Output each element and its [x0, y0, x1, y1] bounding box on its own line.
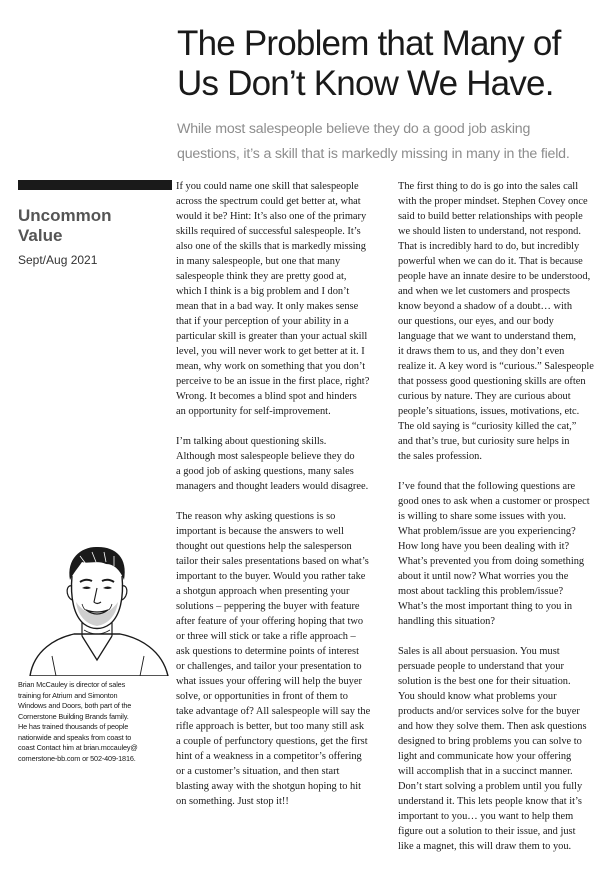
body-line: figure out a solution to their issue, and just	[398, 826, 576, 837]
body-line: or three will stick or take a rifle approach –	[176, 631, 356, 642]
body-line: solution is the best one for their situation.	[398, 676, 571, 687]
body-line: Although most salespeople believe they do	[176, 451, 355, 462]
bio-line: cornerstone-bb.com or 502-409-1816.	[18, 753, 136, 763]
body-line: and when we let customers and prospects	[398, 286, 570, 297]
bio-line: He has trained thousands of people	[18, 722, 129, 731]
body-line: would it be? Hint: It’s also one of the primary	[176, 211, 367, 222]
title-line: The Problem that Many of	[177, 24, 561, 63]
body-line: blasting away with the shotgun hoping to hit	[176, 781, 361, 792]
body-line: and how they solve them. Then ask questions	[398, 721, 587, 732]
body-line: rifle approach is better, but too many still ask	[176, 721, 365, 732]
bio-line: Windows and Doors, both part of the	[18, 701, 132, 710]
body-line: perceive to be an issue in the first place, right?	[176, 376, 370, 387]
body-line: solve, or opportunities in front of them to	[176, 691, 348, 702]
body-line: good ones to ask when a customer or prospect	[398, 496, 590, 507]
body-line: people’s situations, issues, motivations, etc.	[398, 406, 580, 417]
bio-line: training for Atrium and Simonton	[18, 690, 118, 700]
body-line: what issues your offering will help the buyer	[176, 676, 362, 687]
body-line: or challenges, and tailor your presentation to	[176, 661, 362, 672]
body-line: people have an innate desire to be understood,	[398, 271, 591, 282]
article-subtitle	[177, 117, 597, 167]
issue-date: Sept/Aug 2021	[18, 253, 98, 267]
column-name-line: Uncommon	[18, 206, 112, 225]
body-line: Wrong. It becomes a blind spot and hinders	[176, 391, 357, 402]
bio-line: Brian McCauley is director of sales	[18, 680, 126, 689]
author-bio	[18, 680, 168, 764]
body-line: important to the buyer. Would you rather take	[176, 571, 366, 582]
body-line: I’ve found that the following questions are	[398, 481, 576, 492]
body-line: skills required of successful salespeople. It’s	[176, 226, 361, 237]
column-name	[18, 206, 168, 246]
body-line: That is incredibly hard to do, but incredibly	[398, 241, 580, 252]
body-line: Sales is all about persuasion. You must	[398, 646, 560, 657]
body-line: know beyond a shadow of a doubt… with	[398, 301, 573, 312]
body-line: in many salespeople, but one that many	[176, 256, 341, 267]
body-line: on something. Just stop it!!	[176, 796, 289, 807]
bio-line: Cornerstone Building Brands family.	[18, 711, 129, 721]
subtitle-line: questions, it’s a skill that is markedly missing in many in the field.	[177, 146, 570, 162]
body-line: we should listen to understand, not respond.	[398, 226, 581, 237]
body-line: our questions, our eyes, and our body	[398, 316, 554, 327]
body-line: like a magnet, this will draw them to you.	[398, 841, 572, 852]
body-line: hint of a weakness in a competitor’s offering	[176, 751, 362, 762]
body-line: understand it. This lets people know that it’s	[398, 796, 582, 807]
paragraph	[398, 179, 598, 464]
body-line: If you could name one skill that salespeople	[176, 181, 359, 192]
body-line: about it until now? What worries you the	[398, 571, 569, 582]
body-line: said to build better relationships with people	[398, 211, 583, 222]
body-line: particular skill is greater than your actual skill	[176, 331, 368, 342]
body-line: will accomplish that in a succinct manner.	[398, 766, 573, 777]
body-line: What problem/issue are you experiencing?	[398, 526, 576, 537]
body-line: a good job of asking questions, many sales	[176, 466, 354, 477]
body-line: most about tackling this problem/issue?	[398, 586, 564, 597]
body-line: ask questions to determine points of interest	[176, 646, 359, 657]
author-portrait	[22, 538, 172, 676]
body-line: a shotgun approach when presenting your	[176, 586, 350, 597]
body-line: designed to bring problems you can solve to	[398, 736, 582, 747]
bio-line: nationwide and speaks from coast to	[18, 732, 132, 742]
body-line: What’s prevented you from doing something	[398, 556, 585, 567]
body-line: light and communicate how your offering	[398, 751, 572, 762]
paragraph	[398, 644, 598, 854]
body-line: handling this situation?	[398, 616, 495, 627]
body-line: that if your perception of your ability in a	[176, 316, 349, 327]
body-line: level, you will never work to get better at it. I	[176, 346, 365, 357]
body-column-right	[398, 179, 598, 869]
body-line: What’s the most important thing to you in	[398, 601, 573, 612]
body-line: managers and thought leaders would disagree.	[176, 481, 369, 492]
sidebar-rule-bar	[18, 180, 172, 190]
body-line: mean that in a bad way. It only makes sense	[176, 301, 359, 312]
body-line: across the spectrum could get better at, what	[176, 196, 361, 207]
column-name-line: Value	[18, 226, 63, 245]
title-line: Us Don’t Know We Have.	[177, 64, 554, 103]
body-line: an opportunity for self-improvement.	[176, 406, 331, 417]
body-line: How long have you been dealing with it?	[398, 541, 570, 552]
subtitle-line: While most salespeople believe they do a good job asking	[177, 121, 531, 137]
body-line: The reason why asking questions is so	[176, 511, 336, 522]
body-line: or a customer’s situation, and then start	[176, 766, 340, 777]
body-line: a couple of perfunctory questions, get the first	[176, 736, 368, 747]
body-line: language that we want to understand them,	[398, 331, 577, 342]
body-line: the sales profession.	[398, 451, 482, 462]
body-line: that possess good questioning skills are often	[398, 376, 586, 387]
paragraph	[398, 479, 598, 629]
body-line: I’m talking about questioning skills.	[176, 436, 327, 447]
body-line: it draws them to us, and they don’t even	[398, 346, 565, 357]
body-line: The first thing to do is go into the sales call	[398, 181, 579, 192]
body-line: Don’t start solving a problem until you fully	[398, 781, 583, 792]
body-line: which I think is a big problem and I don’t	[176, 286, 350, 297]
body-line: solutions – peppering the buyer with feature	[176, 601, 360, 612]
body-line: tailor their sales presentations based on what’s	[176, 556, 369, 567]
body-line: thought out questions help the salesperson	[176, 541, 352, 552]
body-line: mean, why work on something that you don’t	[176, 361, 366, 372]
body-line: realize it. A key word is “curious.” Salespeople	[398, 361, 594, 372]
body-line: products and/or services solve for the buyer	[398, 706, 580, 717]
body-line: powerful when we can do it. That is because	[398, 256, 583, 267]
body-line: You should know what problems your	[398, 691, 557, 702]
body-line: is willing to share some issues with you.	[398, 511, 566, 522]
body-line: with the proper mindset. Stephen Covey once	[398, 196, 588, 207]
body-line: take advantage of? All salespeople will say the	[176, 706, 371, 717]
body-line: also one of the skills that is markedly missing	[176, 241, 366, 252]
body-column-left	[176, 179, 376, 824]
paragraph	[176, 434, 376, 494]
body-line: curious by nature. They are curious about	[398, 391, 571, 402]
body-line: important is because the answers to well	[176, 526, 344, 537]
article-title	[177, 24, 597, 104]
paragraph	[176, 509, 376, 809]
bio-line: coast Contact him at brian.mccauley@	[18, 743, 138, 752]
body-line: and that’s true, but curiosity sure helps in	[398, 436, 570, 447]
body-line: The old saying is “curiosity killed the cat,”	[398, 421, 577, 432]
paragraph	[176, 179, 376, 419]
body-line: important to you… you want to help them	[398, 811, 574, 822]
body-line: after feature of your offering hoping that two	[176, 616, 364, 627]
body-line: persuade people to understand that your	[398, 661, 564, 672]
body-line: salespeople think they are pretty good at,	[176, 271, 347, 282]
